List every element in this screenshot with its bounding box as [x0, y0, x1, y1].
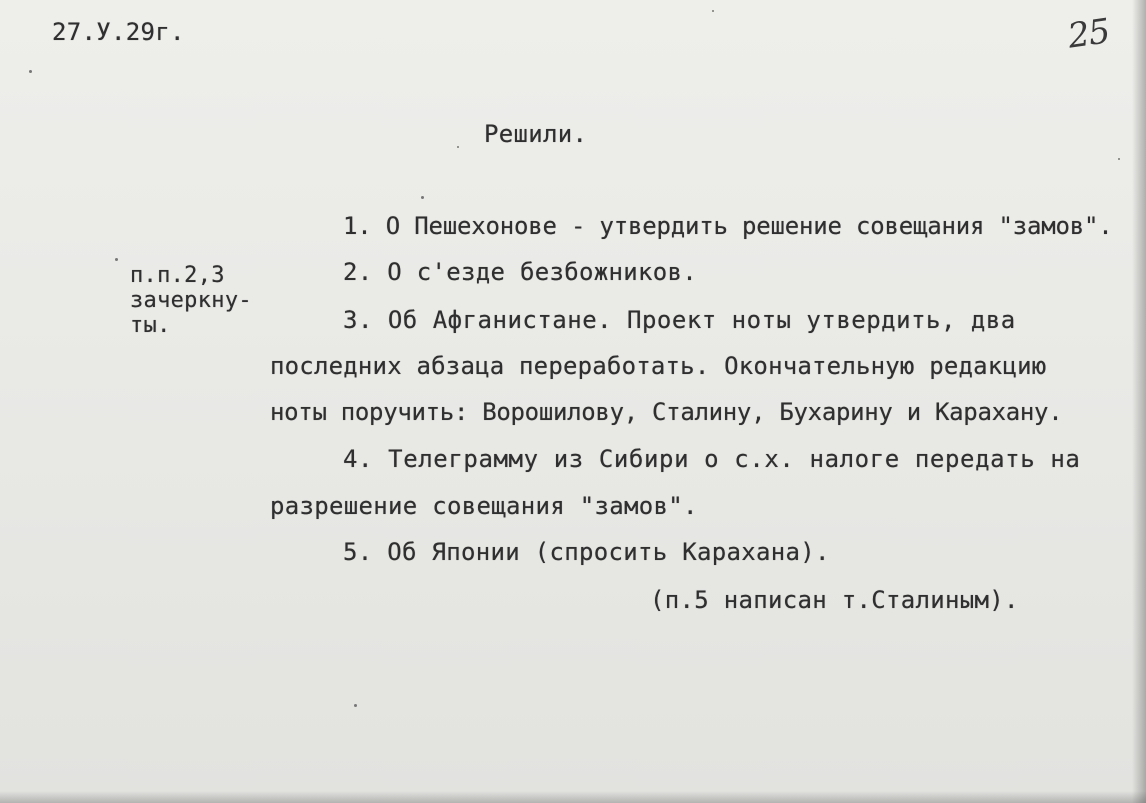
item-5: 5. Об Японии (спросить Карахана).: [343, 538, 830, 566]
item-3-line-3: ноты поручить: Ворошилову, Сталину, Бухарину и Карахану.: [270, 398, 1063, 426]
page-edge-shadow: [1132, 0, 1146, 803]
page-edge-shadow: [0, 791, 1146, 803]
item-3-line-1: 3. Об Афганистане. Проект ноты утвердить, два: [343, 306, 1016, 334]
item-1: 1. О Пешехонове - утвердить решение совещания "замов".: [343, 212, 1113, 240]
page-number: 25: [1065, 11, 1112, 57]
footnote: (п.5 написан т.Сталиным).: [650, 586, 1019, 614]
paper-speck: [29, 70, 32, 73]
item-4-line-2: разрешение совещания "замов".: [270, 492, 698, 520]
document-date: 27.У.29г.: [52, 18, 185, 46]
decision-heading: Решили.: [484, 120, 588, 148]
margin-note-line-1: п.п.2,3: [130, 263, 225, 288]
item-4-line-1: 4. Телеграмму из Сибири о с.х. налоге передать на: [343, 445, 1081, 473]
paper-speck: [1118, 158, 1120, 160]
margin-note-line-2: зачеркну-: [130, 288, 252, 313]
paper-speck: [712, 10, 714, 12]
paper-speck: [457, 146, 459, 148]
paper-speck: [421, 196, 424, 199]
item-2: 2. О с'езде безбожников.: [343, 258, 697, 286]
margin-note-line-3: ты.: [130, 313, 171, 338]
item-3-line-2: последних абзаца переработать. Окончательную редакцию: [270, 352, 1047, 380]
paper-speck: [354, 704, 357, 707]
paper-speck: [115, 258, 118, 261]
